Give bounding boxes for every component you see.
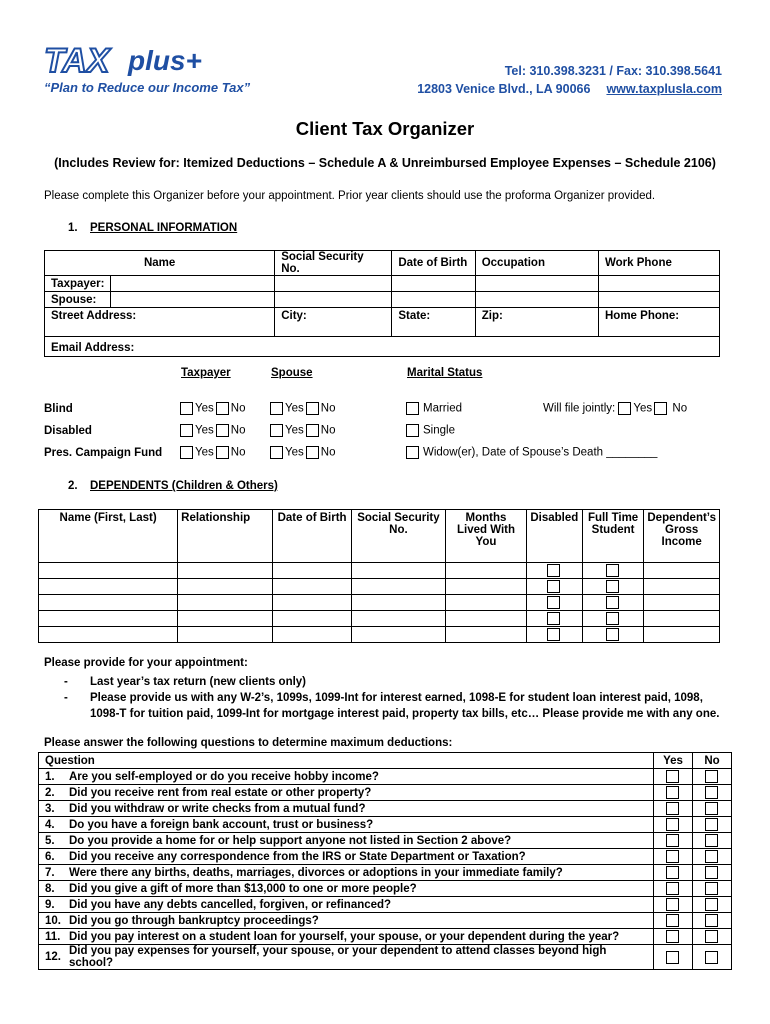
dep-relationship-cell[interactable] (178, 611, 273, 627)
logo-plus-text: plus+ (128, 45, 202, 76)
dep-disabled-checkbox[interactable] (547, 580, 560, 593)
list-item (64, 690, 724, 722)
disabled-spouse-no-checkbox[interactable] (306, 424, 319, 437)
address: 12803 Venice Blvd., LA 90066 (417, 82, 591, 96)
blind-taxpayer (180, 402, 245, 415)
yes-label: Yes (195, 402, 214, 415)
single-option (406, 424, 455, 437)
question-row (39, 849, 732, 865)
taxpayer-occupation-field[interactable] (475, 276, 598, 292)
question-row (39, 801, 732, 817)
dep-dob-cell[interactable] (273, 579, 351, 595)
question-yes-cell (654, 769, 693, 785)
question-number: 1. (39, 769, 66, 785)
street-address-field[interactable]: Street Address: (45, 308, 275, 337)
question-yes-cell (654, 833, 693, 849)
question-row (39, 945, 732, 970)
yes-label: Yes (633, 402, 653, 415)
col-yes: Yes (654, 753, 693, 769)
website-link[interactable]: www.taxplusla.com (606, 82, 722, 96)
dep-disabled-cell (526, 563, 582, 579)
question-number: 6. (39, 849, 66, 865)
page-subtitle: (Includes Review for: Itemized Deductions – Schedule A & Unreimbursed Employee Expenses – Schedule 2106) (54, 156, 716, 170)
taxpayer-ssn-field[interactable] (275, 276, 392, 292)
col-no: No (693, 753, 732, 769)
dep-disabled-checkbox[interactable] (547, 564, 560, 577)
page-title: Client Tax Organizer (295, 118, 475, 139)
question-no-cell (693, 881, 732, 897)
taxpayer-work-phone-field[interactable] (599, 276, 720, 292)
question-no-cell (693, 929, 732, 945)
spouse-work-phone-field[interactable] (599, 292, 720, 308)
email-field[interactable]: Email Address: (45, 337, 720, 357)
no-label: No (230, 446, 246, 459)
question-number: 12. (39, 945, 66, 970)
city-field[interactable]: City: (275, 308, 392, 337)
campaign-spouse-yes-checkbox[interactable] (270, 446, 283, 459)
section1-number: 1. (68, 222, 78, 234)
question-no-checkbox[interactable] (705, 770, 718, 783)
spouse-name-field[interactable] (111, 292, 275, 308)
col-dep-months: Months Lived With You (446, 510, 527, 563)
state-field[interactable]: State: (392, 308, 475, 337)
dep-months-cell[interactable] (446, 595, 527, 611)
disabled-taxpayer-no-checkbox[interactable] (216, 424, 229, 437)
spouse-dob-field[interactable] (392, 292, 475, 308)
col-dep-income: Dependent’s Gross Income (644, 510, 720, 563)
campaign-taxpayer-yes-checkbox[interactable] (180, 446, 193, 459)
no-label: No (230, 424, 246, 437)
question-yes-checkbox[interactable] (666, 786, 679, 799)
question-row (39, 833, 732, 849)
dep-student-cell (582, 579, 644, 595)
question-number: 3. (39, 801, 66, 817)
question-text: Were there any births, deaths, marriages, divorces or adoptions in your immediate family? (65, 865, 654, 881)
dep-income-cell[interactable] (644, 563, 720, 579)
no-label: No (672, 402, 688, 415)
dep-student-checkbox[interactable] (606, 628, 619, 641)
question-no-cell (693, 849, 732, 865)
dep-name-cell[interactable] (39, 627, 178, 643)
dep-student-checkbox[interactable] (606, 580, 619, 593)
question-yes-checkbox[interactable] (666, 951, 679, 964)
question-yes-cell (654, 881, 693, 897)
question-text: Did you pay expenses for yourself, your spouse, or your dependent to attend classes beyond high school? (65, 945, 654, 970)
col-taxpayer-heading: Taxpayer (181, 367, 231, 379)
dependent-row (39, 611, 720, 627)
dep-disabled-checkbox[interactable] (547, 628, 560, 641)
question-no-checkbox[interactable] (705, 850, 718, 863)
yes-label: Yes (195, 446, 214, 459)
question-row (39, 881, 732, 897)
question-row (39, 769, 732, 785)
question-yes-checkbox[interactable] (666, 882, 679, 895)
widow-label: Widow(er), Date of Spouse’s Death ________ (423, 446, 658, 459)
dep-student-cell (582, 611, 644, 627)
col-spouse-heading: Spouse (271, 367, 313, 379)
disabled-spouse-yes-checkbox[interactable] (270, 424, 283, 437)
dep-relationship-cell[interactable] (178, 627, 273, 643)
dash-bullet: - (64, 676, 68, 688)
question-yes-checkbox[interactable] (666, 866, 679, 879)
dependent-row (39, 627, 720, 643)
married-option (406, 402, 462, 415)
disabled-taxpayer (180, 424, 245, 437)
question-no-cell (693, 913, 732, 929)
file-jointly-yes-checkbox[interactable] (618, 402, 631, 415)
campaign-spouse-no-checkbox[interactable] (306, 446, 319, 459)
question-no-cell (693, 865, 732, 881)
blind-spouse-yes-checkbox[interactable] (270, 402, 283, 415)
widow-checkbox[interactable] (406, 446, 419, 459)
provide-item-text: Last year’s tax return (new clients only) (90, 676, 307, 688)
question-no-checkbox[interactable] (705, 866, 718, 879)
provide-heading: Please provide for your appointment: (44, 657, 248, 669)
dep-ssn-cell[interactable] (351, 563, 445, 579)
question-number: 8. (39, 881, 66, 897)
question-row (39, 785, 732, 801)
blind-taxpayer-yes-checkbox[interactable] (180, 402, 193, 415)
dep-name-cell[interactable] (39, 563, 178, 579)
question-yes-cell (654, 913, 693, 929)
dep-student-cell (582, 627, 644, 643)
question-number: 10. (39, 913, 66, 929)
dep-disabled-cell (526, 627, 582, 643)
yes-label: Yes (285, 446, 304, 459)
blind-label: Blind (44, 403, 73, 415)
col-dep-ssn: Social Security No. (351, 510, 445, 563)
dependent-row (39, 595, 720, 611)
dash-bullet: - (64, 692, 68, 704)
dep-dob-cell[interactable] (273, 611, 351, 627)
yes-label: Yes (195, 424, 214, 437)
dep-dob-cell[interactable] (273, 595, 351, 611)
question-yes-checkbox[interactable] (666, 834, 679, 847)
dep-income-cell[interactable] (644, 579, 720, 595)
question-number: 4. (39, 817, 66, 833)
campaign-spouse (270, 446, 335, 459)
dep-months-cell[interactable] (446, 563, 527, 579)
question-yes-cell (654, 801, 693, 817)
intro-text: Please complete this Organizer before your appointment. Prior year clients should use the proforma Organizer provided. (44, 190, 656, 202)
question-row (39, 865, 732, 881)
question-row (39, 929, 732, 945)
taxpayer-name-field[interactable] (111, 276, 275, 292)
file-jointly-label: Will file jointly: (543, 402, 616, 415)
question-text: Did you receive any correspondence from the IRS or State Department or Taxation? (65, 849, 654, 865)
col-ssn: Social Security No. (275, 251, 392, 276)
dep-relationship-cell[interactable] (178, 563, 273, 579)
dependent-row (39, 563, 720, 579)
questions-table (38, 752, 732, 970)
no-label: No (320, 402, 336, 415)
provide-list (64, 674, 724, 722)
question-text: Did you have any debts cancelled, forgiven, or refinanced? (65, 897, 654, 913)
tagline: “Plan to Reduce our Income Tax” (44, 80, 251, 95)
disabled-label: Disabled (44, 425, 92, 437)
question-yes-checkbox[interactable] (666, 898, 679, 911)
question-text: Did you withdraw or write checks from a mutual fund? (65, 801, 654, 817)
dep-student-checkbox[interactable] (606, 612, 619, 625)
question-row (39, 913, 732, 929)
list-item (64, 674, 724, 690)
disabled-spouse (270, 424, 335, 437)
col-marital-heading: Marital Status (407, 367, 483, 379)
provide-item-text: Please provide us with any W-2’s, 1099s, 1099-Int for interest earned, 1098-E for student loan interest paid, 1098, 1098-T for tuition paid, 1099-Int for mortgage interest paid, property tax bills, etc… Please provide me with any one. (90, 692, 720, 720)
dependents-table (38, 509, 720, 643)
address-line (417, 82, 722, 96)
section2-number: 2. (68, 480, 78, 492)
question-yes-cell (654, 945, 693, 970)
dep-ssn-cell[interactable] (351, 579, 445, 595)
question-text: Are you self-employed or do you receive hobby income? (65, 769, 654, 785)
dep-ssn-cell[interactable] (351, 611, 445, 627)
col-dep-student: Full Time Student (582, 510, 644, 563)
dep-income-cell[interactable] (644, 595, 720, 611)
question-yes-checkbox[interactable] (666, 770, 679, 783)
question-yes-cell (654, 929, 693, 945)
question-yes-checkbox[interactable] (666, 802, 679, 815)
dep-ssn-cell[interactable] (351, 627, 445, 643)
question-yes-checkbox[interactable] (666, 850, 679, 863)
question-no-checkbox[interactable] (705, 834, 718, 847)
question-no-checkbox[interactable] (705, 930, 718, 943)
dep-student-cell (582, 595, 644, 611)
question-yes-checkbox[interactable] (666, 914, 679, 927)
logo-tax-text: TAX (44, 42, 110, 80)
col-question: Question (39, 753, 654, 769)
question-yes-cell (654, 897, 693, 913)
yes-label: Yes (285, 424, 304, 437)
question-number: 5. (39, 833, 66, 849)
dep-dob-cell[interactable] (273, 627, 351, 643)
no-label: No (230, 402, 246, 415)
questions-heading: Please answer the following questions to determine maximum deductions: (44, 737, 453, 749)
dep-name-cell[interactable] (39, 579, 178, 595)
question-yes-cell (654, 849, 693, 865)
dep-disabled-cell (526, 611, 582, 627)
question-number: 2. (39, 785, 66, 801)
dep-relationship-cell[interactable] (178, 579, 273, 595)
col-occupation: Occupation (475, 251, 598, 276)
dep-disabled-checkbox[interactable] (547, 596, 560, 609)
question-no-cell (693, 801, 732, 817)
col-dep-relationship: Relationship (178, 510, 273, 563)
taxpayer-label: Taxpayer: (45, 276, 111, 292)
blind-spouse-no-checkbox[interactable] (306, 402, 319, 415)
dep-relationship-cell[interactable] (178, 595, 273, 611)
home-phone-field[interactable]: Home Phone: (599, 308, 720, 337)
single-label: Single (423, 424, 455, 437)
col-dep-dob: Date of Birth (273, 510, 351, 563)
question-no-checkbox[interactable] (705, 951, 718, 964)
question-number: 11. (39, 929, 66, 945)
question-text: Do you have a foreign bank account, trust or business? (65, 817, 654, 833)
col-dep-disabled: Disabled (526, 510, 582, 563)
question-no-checkbox[interactable] (705, 898, 718, 911)
questions-body (39, 769, 732, 970)
question-number: 9. (39, 897, 66, 913)
question-no-checkbox[interactable] (705, 882, 718, 895)
file-jointly-no-checkbox[interactable] (654, 402, 667, 415)
dep-months-cell[interactable] (446, 627, 527, 643)
spouse-ssn-field[interactable] (275, 292, 392, 308)
dep-disabled-cell (526, 595, 582, 611)
question-no-checkbox[interactable] (705, 914, 718, 927)
question-no-checkbox[interactable] (705, 802, 718, 815)
question-yes-cell (654, 865, 693, 881)
question-yes-checkbox[interactable] (666, 930, 679, 943)
dep-income-cell[interactable] (644, 611, 720, 627)
campaign-taxpayer (180, 446, 245, 459)
taxplus-logo (44, 40, 224, 80)
campaign-fund-label: Pres. Campaign Fund (44, 447, 163, 459)
col-dep-name: Name (First, Last) (39, 510, 178, 563)
single-checkbox[interactable] (406, 424, 419, 437)
blind-spouse (270, 402, 335, 415)
col-name: Name (45, 251, 275, 276)
spouse-occupation-field[interactable] (475, 292, 598, 308)
question-no-cell (693, 817, 732, 833)
married-label: Married (423, 402, 462, 415)
taxpayer-dob-field[interactable] (392, 276, 475, 292)
widow-option (406, 446, 657, 459)
no-label: No (320, 424, 336, 437)
question-text: Did you receive rent from real estate or other property? (65, 785, 654, 801)
question-text: Did you go through bankruptcy proceedings? (65, 913, 654, 929)
dep-student-cell (582, 563, 644, 579)
col-work-phone: Work Phone (599, 251, 720, 276)
question-no-cell (693, 897, 732, 913)
personal-info-table (44, 250, 720, 357)
dep-dob-cell[interactable] (273, 563, 351, 579)
question-row (39, 817, 732, 833)
dep-months-cell[interactable] (446, 579, 527, 595)
zip-field[interactable]: Zip: (475, 308, 598, 337)
file-jointly (543, 402, 687, 415)
dep-name-cell[interactable] (39, 611, 178, 627)
question-no-cell (693, 769, 732, 785)
dep-months-cell[interactable] (446, 611, 527, 627)
phone-fax: Tel: 310.398.3231 / Fax: 310.398.5641 (504, 64, 722, 78)
question-yes-cell (654, 785, 693, 801)
question-number: 7. (39, 865, 66, 881)
question-text: Do you provide a home for or help support anyone not listed in Section 2 above? (65, 833, 654, 849)
question-no-cell (693, 945, 732, 970)
dep-disabled-checkbox[interactable] (547, 612, 560, 625)
col-dob: Date of Birth (392, 251, 475, 276)
dep-name-cell[interactable] (39, 595, 178, 611)
married-checkbox[interactable] (406, 402, 419, 415)
dep-disabled-cell (526, 579, 582, 595)
question-no-checkbox[interactable] (705, 818, 718, 831)
section1-title: PERSONAL INFORMATION (90, 222, 238, 234)
spouse-label: Spouse: (45, 292, 111, 308)
dep-ssn-cell[interactable] (351, 595, 445, 611)
question-yes-cell (654, 817, 693, 833)
dependent-row (39, 579, 720, 595)
question-yes-checkbox[interactable] (666, 818, 679, 831)
dep-income-cell[interactable] (644, 627, 720, 643)
question-row (39, 897, 732, 913)
blind-taxpayer-no-checkbox[interactable] (216, 402, 229, 415)
section2-title: DEPENDENTS (Children & Others) (90, 480, 278, 492)
dep-student-checkbox[interactable] (606, 596, 619, 609)
question-text: Did you pay interest on a student loan for yourself, your spouse, or your dependent during the year? (65, 929, 654, 945)
disabled-taxpayer-yes-checkbox[interactable] (180, 424, 193, 437)
question-no-cell (693, 833, 732, 849)
campaign-taxpayer-no-checkbox[interactable] (216, 446, 229, 459)
question-no-cell (693, 785, 732, 801)
question-text: Did you give a gift of more than $13,000 to one or more people? (65, 881, 654, 897)
no-label: No (320, 446, 336, 459)
yes-label: Yes (285, 402, 304, 415)
dep-student-checkbox[interactable] (606, 564, 619, 577)
question-no-checkbox[interactable] (705, 786, 718, 799)
